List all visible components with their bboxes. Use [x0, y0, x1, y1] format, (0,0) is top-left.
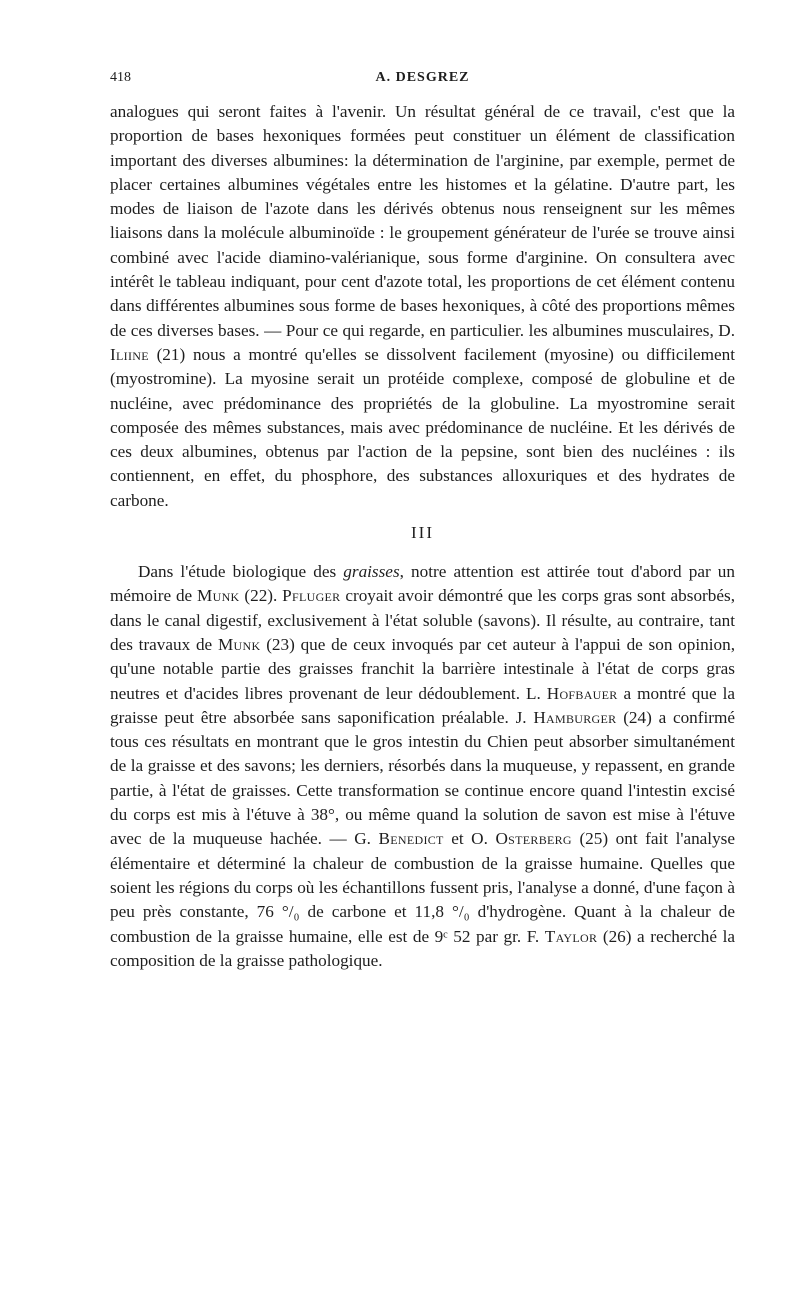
author-name: Munk	[197, 586, 240, 606]
paragraph-text: croyait avoir démontré que les corps gras sont absorbés, dans le canal digestif, exclusivement à l'état soluble (savons). Il résulte, au contraire, tant des travaux de	[110, 586, 735, 654]
paragraph-graisses	[110, 560, 735, 973]
paragraph-text: (23) que de ceux invoqués par cet auteur à l'appui de son opinion, qu'une notable partie des graisses franchit la barrière intestinale à l'état de corps gras neutres et d'acides libres provenant de leur dédoublement. L.	[110, 634, 736, 703]
running-title: A. DESGREZ	[375, 70, 470, 85]
paragraph-text: Dans l'étude biologique des	[138, 562, 344, 582]
author-name: Hamburger	[533, 707, 617, 727]
author-name: Pfluger	[282, 586, 341, 606]
paragraph-text: a montré que la graisse peut être absorbée sans saponification préalable. J.	[110, 683, 736, 727]
paragraph-text: (26) a recherché la composition de la graisse pathologique.	[110, 926, 735, 970]
author-name: Hofbauer	[546, 683, 618, 703]
paragraph-text: et O.	[443, 829, 496, 849]
author-name: Iliine	[110, 344, 149, 364]
paragraph-text: (25) ont fait l'analyse élémentaire et déterminé la chaleur de combustion de la graisse humaine. Quelles que soient les régions du corps où les échantillons fussent pris, l'analyse a donné, d'une façon à peu près constante, 76 °/₀ de carbone et 11,8 °/₀ d'hydrogène. Quant à la chaleur de combustion de la graisse humaine, elle est de 9ᶜ 52 par gr. F.	[110, 829, 735, 946]
book-page	[110, 70, 735, 973]
author-name: Munk	[217, 634, 261, 654]
author-name: Osterberg	[495, 829, 572, 849]
paragraph-text: analogues qui seront faites à l'avenir. Un résultat général de ce travail, c'est que la proportion de bases hexoniques formées peut constituer un élément de classification important des diverses albumines: la détermination de l'arginine, par exemple, permet de placer certaines albumines végétales entre les histomes et la gélatine. D'autre part, les modes de liaison de l'azote dans les dérivés obtenus nous renseignent sur les mêmes liaisons dans la molécule albuminoïde : le groupement générateur de l'urée se trouve ainsi combiné avec l'acide diamino-valérianique, sous forme d'arginine. On consultera avec intérêt le tableau indiquant, pour cent d'azote total, les proportions de cet élément contenu dans différentes albumines sous forme de bases hexoniques, à côté des proportions mêmes de ces diverses bases. — Pour ce qui regarde, en particulier. les albumines musculaires, D.	[110, 102, 735, 340]
italic-term: graisses	[343, 562, 400, 582]
paragraph-text: (22).	[239, 586, 283, 606]
running-head	[110, 70, 735, 92]
paragraph-text: (24) a confirmé tous ces résultats en montrant que le gros intestin du Chien peut absorber simultanément de la graisse et des savons; les derniers, résorbés dans la muqueuse, y repassent, en grande partie, à l'état de graisses. Cette transformation se continue encore quand l'intestin excisé du corps est mis à l'étuve à 38°, ou même quand la solution de savon est mise à l'étuve avec de la muqueuse hachée. — G.	[110, 707, 735, 849]
paragraph-albumines	[110, 100, 735, 513]
author-name: Benedict	[378, 829, 444, 849]
paragraph-text: (21) nous a montré qu'elles se dissolvent facilement (myosine) ou difficilement (myostromine). La myosine serait un protéide complexe, composé de globuline et de nucléine, avec prédominance des propriétés de la globuline. La myostromine serait composée des mêmes substances, mais avec prédominance de nucléine. Et les dérivés de ces deux albumines, obtenus par l'action de la pepsine, sont bien des nucléines : ils contiennent, en effet, du phosphore, des substances alloxuriques et des hydrates de carbone.	[110, 344, 735, 510]
author-name: Taylor	[544, 926, 598, 946]
section-number: III	[411, 523, 434, 543]
page-number: 418	[110, 70, 131, 85]
paragraph-text: , notre attention est attirée tout d'abord par un mémoire de	[110, 562, 735, 606]
